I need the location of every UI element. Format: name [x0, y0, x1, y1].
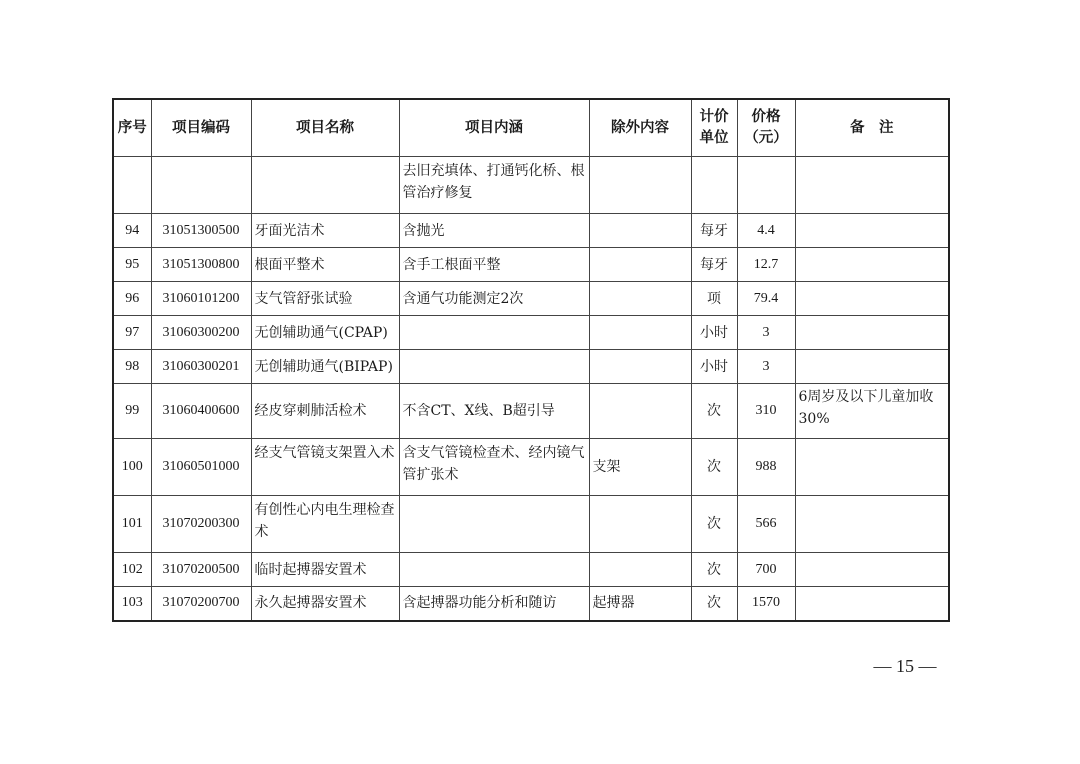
- cell-code: [151, 157, 251, 214]
- cell-remark: [795, 553, 949, 587]
- header-exclusion: 除外内容: [589, 99, 691, 157]
- table-row: [113, 439, 949, 496]
- table-row: [113, 496, 949, 553]
- cell-seq: 99: [113, 384, 151, 439]
- cell-unit: [691, 157, 737, 214]
- cell-seq: 103: [113, 587, 151, 621]
- table-row: [113, 316, 949, 350]
- cell-name: 牙面光洁术: [251, 214, 399, 248]
- cell-name: [251, 157, 399, 214]
- cell-exclusion: [589, 282, 691, 316]
- cell-price: 12.7: [737, 248, 795, 282]
- cell-unit: 次: [691, 439, 737, 496]
- cell-code: 31060501000: [151, 439, 251, 496]
- cell-content: [399, 496, 589, 553]
- cell-exclusion: [589, 248, 691, 282]
- cell-content: 含手工根面平整: [399, 248, 589, 282]
- cell-seq: 102: [113, 553, 151, 587]
- cell-remark: [795, 316, 949, 350]
- cell-code: 31060101200: [151, 282, 251, 316]
- cell-unit: 次: [691, 384, 737, 439]
- cell-remark: [795, 214, 949, 248]
- cell-exclusion: [589, 316, 691, 350]
- cell-seq: 94: [113, 214, 151, 248]
- header-seq: 序号: [113, 99, 151, 157]
- cell-content: 不含CT、X线、B超引导: [399, 384, 589, 439]
- pricing-table: [112, 98, 950, 622]
- cell-code: 31070200300: [151, 496, 251, 553]
- header-remark: 备 注: [795, 99, 949, 157]
- cell-remark: [795, 157, 949, 214]
- cell-price: 3: [737, 316, 795, 350]
- cell-code: 31070200700: [151, 587, 251, 621]
- page-number: — 15 —: [873, 656, 937, 676]
- cell-remark: [795, 248, 949, 282]
- cell-price: 4.4: [737, 214, 795, 248]
- table-row: [113, 282, 949, 316]
- cell-code: 31060400600: [151, 384, 251, 439]
- cell-unit: 次: [691, 553, 737, 587]
- cell-seq: 95: [113, 248, 151, 282]
- header-unit-line1: 计价: [699, 109, 729, 125]
- cell-price: 3: [737, 350, 795, 384]
- cell-code: 31051300800: [151, 248, 251, 282]
- header-content: 项目内涵: [399, 99, 589, 157]
- table-row: [113, 384, 949, 439]
- cell-content: [399, 553, 589, 587]
- header-unit: [691, 99, 737, 157]
- cell-unit: 小时: [691, 316, 737, 350]
- table-row: [113, 214, 949, 248]
- cell-price: 1570: [737, 587, 795, 621]
- cell-content: 含支气管镜检查术、经内镜气管扩张术: [399, 439, 589, 496]
- cell-price: 310: [737, 384, 795, 439]
- header-code: 项目编码: [151, 99, 251, 157]
- table-header-row: [113, 99, 949, 157]
- cell-remark: [795, 496, 949, 553]
- cell-price: 79.4: [737, 282, 795, 316]
- cell-price: [737, 157, 795, 214]
- cell-name: 根面平整术: [251, 248, 399, 282]
- cell-content: [399, 350, 589, 384]
- cell-remark: [795, 439, 949, 496]
- cell-name: 有创性心内电生理检查术: [251, 496, 399, 553]
- cell-code: 31060300200: [151, 316, 251, 350]
- cell-unit: 次: [691, 587, 737, 621]
- cell-seq: [113, 157, 151, 214]
- cell-seq: 97: [113, 316, 151, 350]
- cell-unit: 项: [691, 282, 737, 316]
- cell-name: 经支气管镜支架置入术: [251, 439, 399, 496]
- cell-content: 含抛光: [399, 214, 589, 248]
- cell-name: 经皮穿刺肺活检术: [251, 384, 399, 439]
- cell-unit: 次: [691, 496, 737, 553]
- cell-price: 566: [737, 496, 795, 553]
- cell-code: 31070200500: [151, 553, 251, 587]
- cell-unit: 小时: [691, 350, 737, 384]
- table-row: [113, 248, 949, 282]
- table-row: [113, 587, 949, 621]
- cell-unit: 每牙: [691, 214, 737, 248]
- cell-name: 支气管舒张试验: [251, 282, 399, 316]
- cell-seq: 101: [113, 496, 151, 553]
- header-price: [737, 99, 795, 157]
- cell-remark: [795, 282, 949, 316]
- header-name: 项目名称: [251, 99, 399, 157]
- table-row: [113, 553, 949, 587]
- cell-name: 永久起搏器安置术: [251, 587, 399, 621]
- table-row: [113, 157, 949, 214]
- cell-seq: 98: [113, 350, 151, 384]
- cell-exclusion: 支架: [589, 439, 691, 496]
- cell-exclusion: [589, 157, 691, 214]
- cell-name: 临时起搏器安置术: [251, 553, 399, 587]
- cell-remark: 6周岁及以下儿童加收30%: [795, 384, 949, 439]
- cell-name: 无创辅助通气(BIPAP): [251, 350, 399, 384]
- header-price-line1: 价格: [751, 109, 781, 125]
- cell-content: 去旧充填体、打通钙化桥、根管治疗修复: [399, 157, 589, 214]
- cell-remark: [795, 350, 949, 384]
- cell-price: 700: [737, 553, 795, 587]
- cell-exclusion: [589, 214, 691, 248]
- cell-code: 31051300500: [151, 214, 251, 248]
- cell-code: 31060300201: [151, 350, 251, 384]
- cell-seq: 100: [113, 439, 151, 496]
- cell-exclusion: [589, 553, 691, 587]
- cell-exclusion: [589, 384, 691, 439]
- cell-content: 含起搏器功能分析和随访: [399, 587, 589, 621]
- header-price-line2: （元）: [744, 130, 788, 146]
- header-unit-line2: 单位: [699, 130, 729, 146]
- cell-exclusion: 起搏器: [589, 587, 691, 621]
- table-row: [113, 350, 949, 384]
- cell-remark: [795, 587, 949, 621]
- cell-content: [399, 316, 589, 350]
- cell-seq: 96: [113, 282, 151, 316]
- cell-price: 988: [737, 439, 795, 496]
- cell-content: 含通气功能测定2次: [399, 282, 589, 316]
- cell-unit: 每牙: [691, 248, 737, 282]
- cell-name: 无创辅助通气(CPAP): [251, 316, 399, 350]
- cell-exclusion: [589, 350, 691, 384]
- cell-exclusion: [589, 496, 691, 553]
